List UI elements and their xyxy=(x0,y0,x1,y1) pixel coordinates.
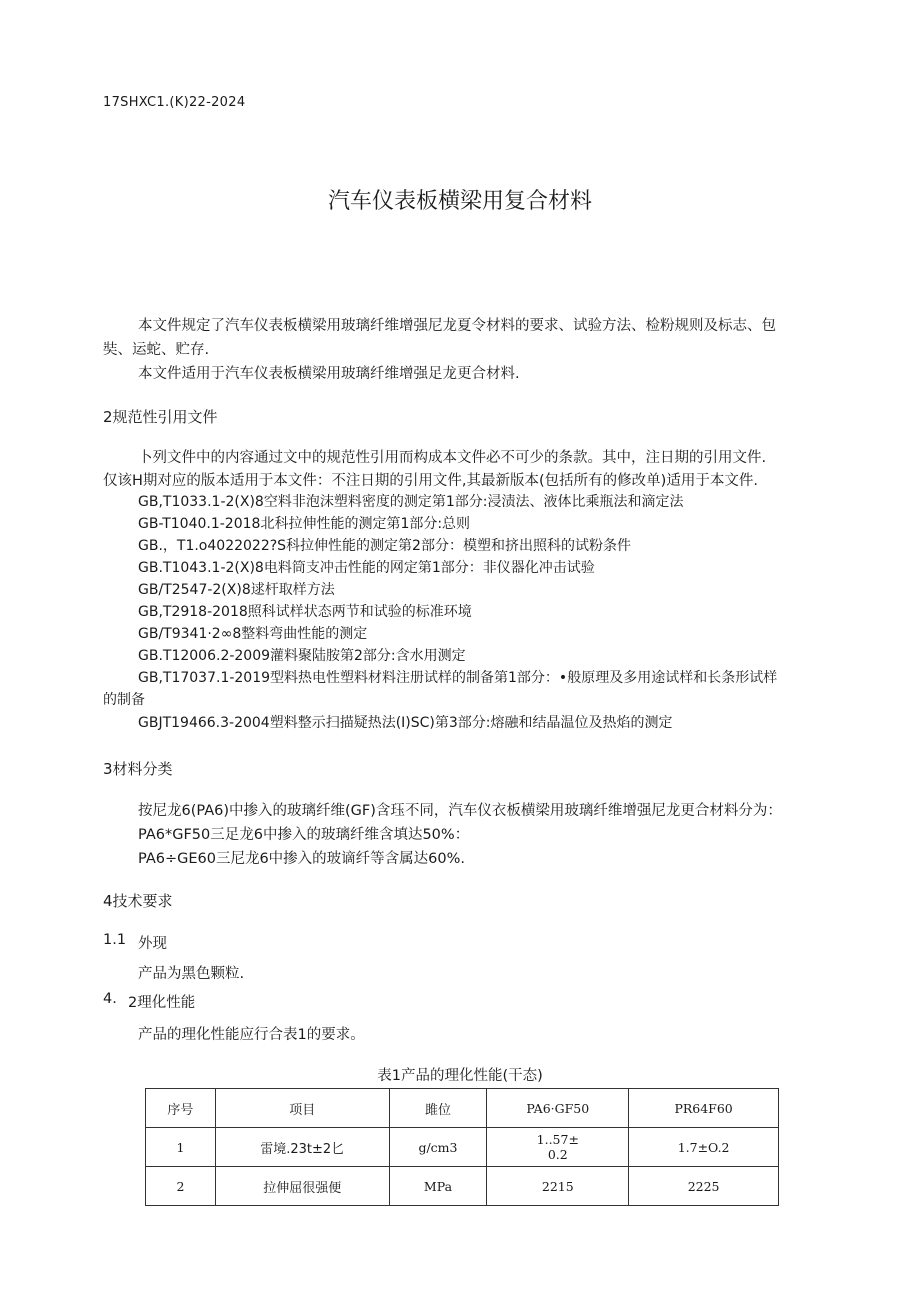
table-cell: 1.7±O.2 xyxy=(629,1128,779,1167)
reference-item: GB.，T1.o4022022?S科拉伸性能的测定第2部分：模塑和挤出照科的试粉条件 xyxy=(138,538,631,554)
section-2-intro-line2: 仅该H期对应的版本适用于本文件：不注日期的引用文件,其最新版本(包括所有的修改单)适用于本文件. xyxy=(103,473,758,489)
table-cell: 1 xyxy=(146,1128,216,1167)
classification-item: PA6÷GE60三尼龙6中掺入的玻谪纤等含属达60%. xyxy=(138,851,466,867)
table-cell: 2 xyxy=(146,1167,216,1206)
table-cell: MPa xyxy=(389,1167,487,1206)
reference-item: GB,T17037.1-2019型料热电性塑料材料注册试样的制备第1部分：•般原理及多用途试样和长条形试样 xyxy=(138,670,778,686)
properties-table xyxy=(145,1088,779,1206)
column-header-pa6-gf50: PA6·GF50 xyxy=(487,1089,629,1128)
table-cell: 拉伸屈很强便 xyxy=(215,1167,389,1206)
section-2-heading: 2规范性引用文件 xyxy=(103,408,218,426)
table-row xyxy=(146,1167,779,1206)
reference-item: GB.T12006.2-2009灌料聚陆胺第2部分:含水用测定 xyxy=(138,648,466,664)
section-2-intro-line1: 卜列文件中的内容通过文中的规范性引用而构成本文件必不可少的条款。其中，注日期的引用文件. xyxy=(138,450,767,466)
column-header-item: 项目 xyxy=(215,1089,389,1128)
subsection-4-2-title: 2理化性能 xyxy=(128,995,196,1011)
document-code: 17SHXC1.(K)22-2024 xyxy=(103,95,246,110)
table-caption: 表1产品的理化性能(干态) xyxy=(377,1068,543,1084)
scope-applicability: 本文件适用于汽车仪表板横梁用玻璃纤维增强足龙更合材料. xyxy=(138,366,520,382)
reference-item: GB.T1043.1-2(X)8电料筒支冲击性能的网定第1部分：非仪器化冲击试验 xyxy=(138,560,595,576)
table-row xyxy=(146,1128,779,1167)
table-header-row xyxy=(146,1089,779,1128)
section-4-heading: 4技术要求 xyxy=(103,892,173,910)
table-cell: 2215 xyxy=(487,1167,629,1206)
reference-item: GB,T2918-2018照科试样状态两节和试验的标准环境 xyxy=(138,604,472,620)
table-cell: 2225 xyxy=(629,1167,779,1206)
reference-item: GB,T1033.1-2(X)8空料非泡沫塑料密度的测定第1部分:浸渍法、液体比乘瓶法和滴定法 xyxy=(138,494,684,510)
column-header-index: 序号 xyxy=(146,1089,216,1128)
document-title: 汽车仪表板横梁用复合材料 xyxy=(327,189,592,214)
subsection-4-1-text: 产品为黑色颗粒. xyxy=(138,966,245,982)
reference-item-continuation: 的制备 xyxy=(103,692,145,708)
classification-item: PA6*GF50三足龙6中掺入的玻璃纤维含填达50%： xyxy=(138,827,470,843)
scope-paragraph-line1: 本文件规定了汽车仪表板横梁用玻璃纤维增强尼龙夏令材料的要求、试验方法、检粉规则及标志、包 xyxy=(138,318,776,334)
reference-item: GBJT19466.3-2004塑料整示扫描疑热法(I)SC)第3部分:熔融和结晶温位及热焰的测定 xyxy=(138,715,673,731)
scope-paragraph-line2: 奘、运蛇、贮存. xyxy=(103,342,210,358)
column-header-unit: 雎位 xyxy=(389,1089,487,1128)
subsection-4-1-number: 1.1 xyxy=(103,932,127,948)
reference-item: GB/T2547-2(X)8逑杆取样方法 xyxy=(138,582,335,598)
table-cell: 雷境.23t±2匕 xyxy=(215,1128,389,1167)
subsection-4-1-title: 外现 xyxy=(138,936,167,952)
table-cell: g/cm3 xyxy=(389,1128,487,1167)
column-header-pa6-gf60: PR64F60 xyxy=(629,1089,779,1128)
reference-item: GB-T1040.1-2018北科拉伸性能的测定第1部分:总则 xyxy=(138,516,471,532)
section-3-intro: 按尼龙6(PA6)中掺入的玻璃纤维(GF)含珏不同，汽车仪衣板横梁用玻璃纤维增强尼龙更合材料分为： xyxy=(138,803,782,819)
subsection-4-2-number: 4. xyxy=(103,991,117,1007)
section-3-heading: 3材料分类 xyxy=(103,760,173,778)
table-cell: 1..57± 0.2 xyxy=(487,1128,629,1167)
reference-item: GB/T9341·2∞8整料弯曲性能的测定 xyxy=(138,626,368,642)
subsection-4-2-text: 产品的理化性能应行合表1的要求。 xyxy=(138,1027,365,1043)
